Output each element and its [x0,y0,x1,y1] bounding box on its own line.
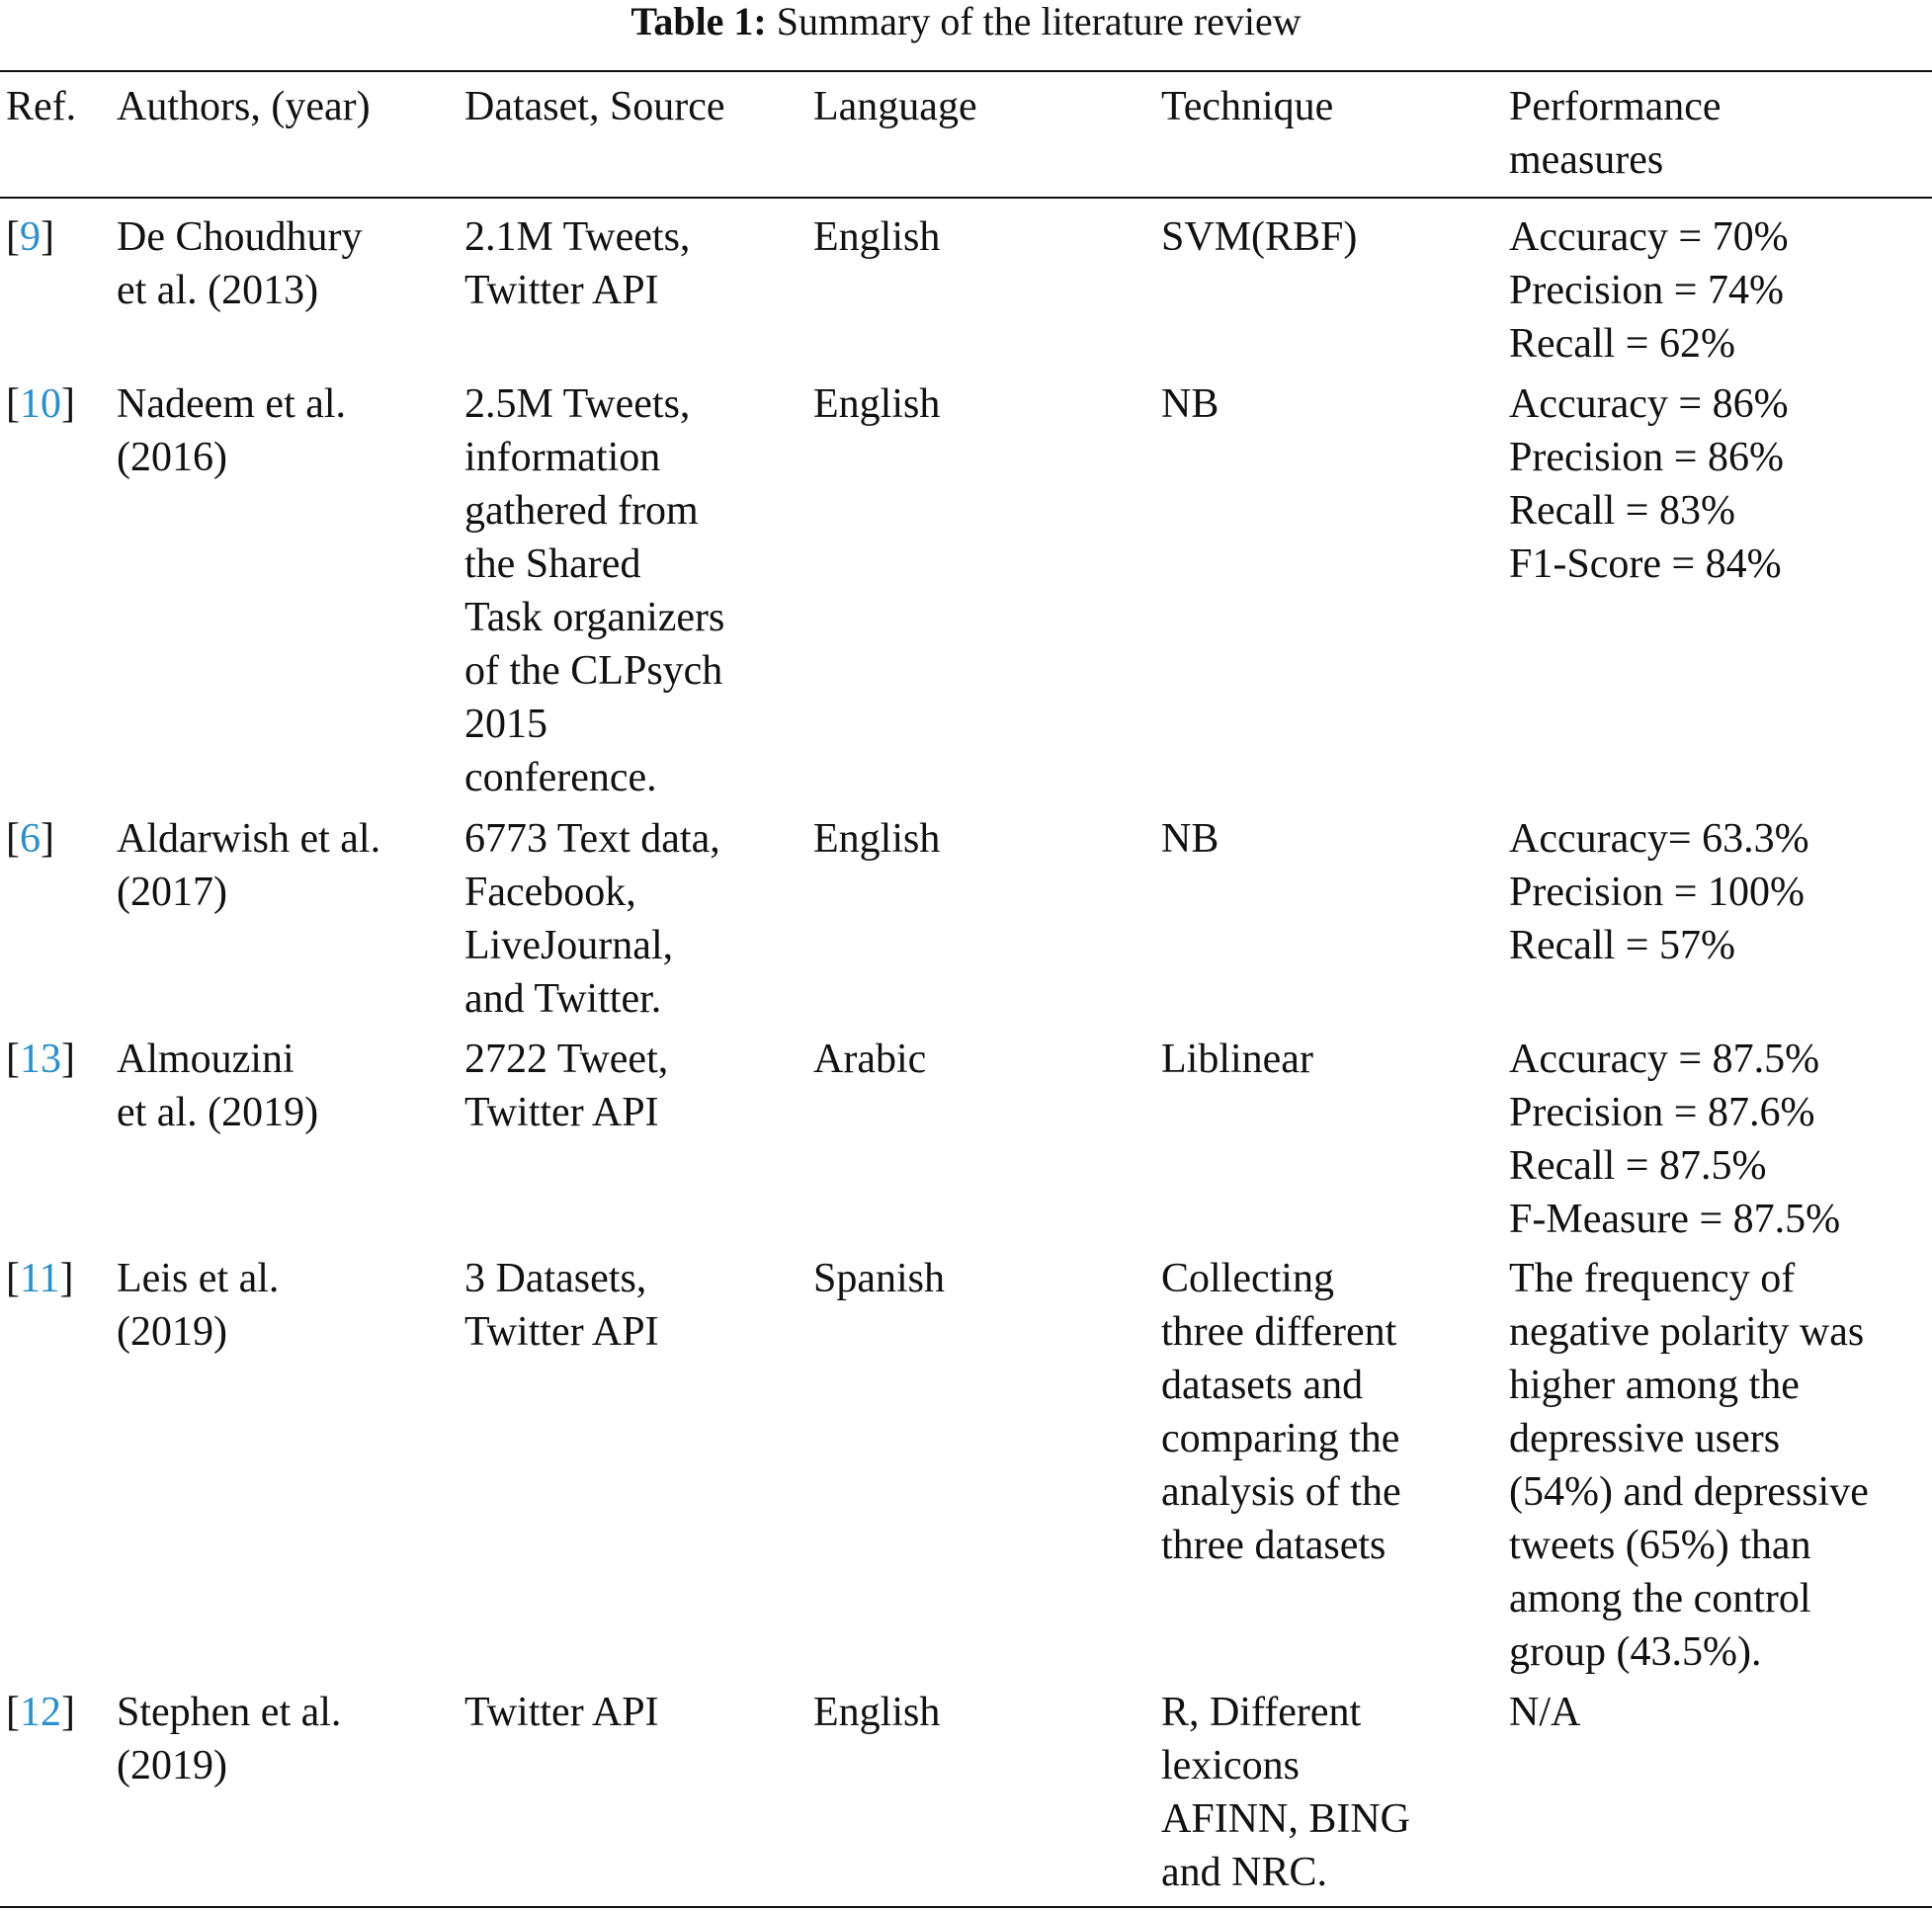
caption-label: Table 1: [630,0,767,43]
header-language: Language [813,84,977,129]
cell-ref: [10] [6,381,75,427]
cell-authors-line: (2019) [117,1309,227,1355]
cell-dataset-line: 2.1M Tweets, [464,214,691,260]
cell-dataset-line: and Twitter. [464,976,662,1022]
cell-authors [117,1252,279,1359]
cell-dataset [464,210,690,317]
cell-dataset-line: 2.5M Tweets, [464,381,691,427]
cell-dataset-line: 2722 Tweet, [464,1037,669,1082]
citation-link[interactable]: 11 [20,1256,60,1301]
cell-performance [1509,1252,1869,1679]
cell-language: Spanish [813,1256,946,1301]
cell-authors-line: (2016) [117,435,227,480]
cell-technique [1161,377,1218,431]
cell-authors-line: Almouzini [117,1037,294,1082]
header-performance-line: measures [1509,137,1664,183]
cell-technique [1161,1033,1313,1086]
cell-performance-line: (54%) and depressive [1509,1469,1869,1515]
cell-performance-line: F1-Score = 84% [1509,541,1782,587]
cell-performance [1509,812,1809,972]
cell-performance-line: Recall = 87.5% [1509,1143,1767,1189]
cell-authors [117,812,380,919]
cell-authors-line: (2017) [117,870,227,915]
cell-authors-line: Aldarwish et al. [117,816,381,862]
cell-dataset [464,1033,668,1139]
cell-performance-line: Recall = 83% [1509,488,1735,534]
cell-performance-line: among the control [1509,1576,1811,1621]
cell-technique-line: SVM(RBF) [1161,214,1358,260]
cell-performance-line: Recall = 57% [1509,923,1735,968]
cell-technique-line: datasets and [1161,1363,1364,1408]
cell-technique-line: and NRC. [1161,1850,1327,1895]
cell-technique-line: Liblinear [1161,1037,1313,1082]
cell-performance-line: Accuracy = 86% [1509,381,1789,427]
header-dataset: Dataset, Source [464,84,725,129]
cell-dataset [464,812,720,1026]
cell-technique-line: R, Different [1161,1690,1362,1735]
citation-link[interactable]: 6 [20,816,41,862]
header-authors: Authors, (year) [117,84,371,129]
cell-authors [117,1686,341,1792]
cell-ref: [12] [6,1690,75,1735]
citation-link[interactable]: 10 [20,381,61,427]
cell-performance-line: negative polarity was [1509,1309,1865,1355]
cell-dataset-line: Twitter API [464,268,659,313]
cell-authors-line: De Choudhury [117,214,363,260]
cell-language: English [813,381,941,427]
citation-link[interactable]: 9 [20,214,41,260]
cell-performance-line: Precision = 74% [1509,268,1784,313]
cell-dataset-line: gathered from [464,488,699,534]
cell-dataset-line: 2015 [464,702,547,747]
cell-performance-line: Accuracy = 87.5% [1509,1037,1820,1082]
cell-performance-line: Precision = 87.6% [1509,1090,1815,1135]
cell-performance-line: Accuracy = 70% [1509,214,1789,260]
caption-text: Summary of the literature review [776,0,1302,43]
cell-dataset-line: of the CLPsych [464,648,723,694]
cell-technique [1161,210,1357,264]
cell-performance [1509,377,1789,591]
cell-technique-line: analysis of the [1161,1469,1401,1515]
cell-authors-line: Leis et al. [117,1256,280,1301]
cell-authors-line: Stephen et al. [117,1690,342,1735]
cell-dataset-line: Twitter API [464,1090,659,1135]
cell-authors [117,1033,318,1139]
cell-technique-line: NB [1161,816,1219,862]
cell-technique [1161,1686,1410,1899]
cell-dataset-line: LiveJournal, [464,923,674,968]
cell-performance [1509,1033,1840,1246]
cell-performance-line: higher among the [1509,1363,1800,1408]
cell-authors [117,210,362,317]
cell-performance [1509,1686,1580,1739]
cell-dataset-line: 6773 Text data, [464,816,720,862]
cell-performance-line: depressive users [1509,1416,1781,1461]
cell-dataset-line: Twitter API [464,1690,659,1735]
header-performance-line: Performance [1509,84,1722,129]
cell-technique-line: three different [1161,1309,1397,1355]
top-rule [0,70,1932,72]
cell-performance-line: Precision = 86% [1509,435,1784,480]
cell-dataset-line: Facebook, [464,870,636,915]
cell-technique-line: Collecting [1161,1256,1334,1301]
cell-performance-line: N/A [1509,1690,1581,1735]
cell-performance-line: group (43.5%). [1509,1629,1762,1675]
cell-authors-line: (2019) [117,1743,227,1788]
cell-dataset [464,1252,659,1359]
cell-technique [1161,1252,1401,1572]
cell-performance-line: Accuracy= 63.3% [1509,816,1809,862]
citation-link[interactable]: 12 [20,1690,61,1735]
cell-language: English [813,1690,941,1735]
cell-dataset [464,1686,659,1739]
cell-dataset-line: 3 Datasets, [464,1256,647,1301]
cell-technique-line: comparing the [1161,1416,1400,1461]
cell-language: English [813,816,941,862]
cell-authors-line: Nadeem et al. [117,381,347,427]
cell-dataset-line: Twitter API [464,1309,659,1355]
cell-performance-line: tweets (65%) than [1509,1523,1811,1568]
cell-technique-line: AFINN, BING [1161,1796,1410,1842]
cell-authors-line: et al. (2013) [117,268,319,313]
cell-dataset-line: information [464,435,661,480]
table-caption [0,0,1932,43]
cell-performance-line: F-Measure = 87.5% [1509,1197,1841,1242]
cell-dataset-line: conference. [464,755,657,800]
header-technique: Technique [1161,84,1334,129]
cell-performance-line: The frequency of [1509,1256,1796,1301]
cell-technique-line: NB [1161,381,1219,427]
cell-dataset-line: the Shared [464,541,641,587]
citation-link[interactable]: 13 [20,1037,61,1082]
header-ref: Ref. [6,84,77,129]
cell-language: English [813,214,941,260]
cell-technique-line: three datasets [1161,1523,1386,1568]
cell-authors [117,377,346,484]
cell-dataset-line: Task organizers [464,595,725,640]
header-rule [0,197,1932,199]
bottom-rule [0,1906,1932,1908]
cell-ref: [6] [6,816,54,862]
cell-language: Arabic [813,1037,927,1082]
cell-technique [1161,812,1218,866]
cell-performance-line: Recall = 62% [1509,321,1735,367]
cell-ref: [13] [6,1037,75,1082]
cell-technique-line: lexicons [1161,1743,1300,1788]
header-performance [1509,80,1722,187]
cell-dataset [464,377,724,804]
cell-performance-line: Precision = 100% [1509,870,1805,915]
cell-performance [1509,210,1789,371]
cell-ref: [9] [6,214,54,260]
cell-authors-line: et al. (2019) [117,1090,319,1135]
cell-ref: [11] [6,1256,74,1301]
